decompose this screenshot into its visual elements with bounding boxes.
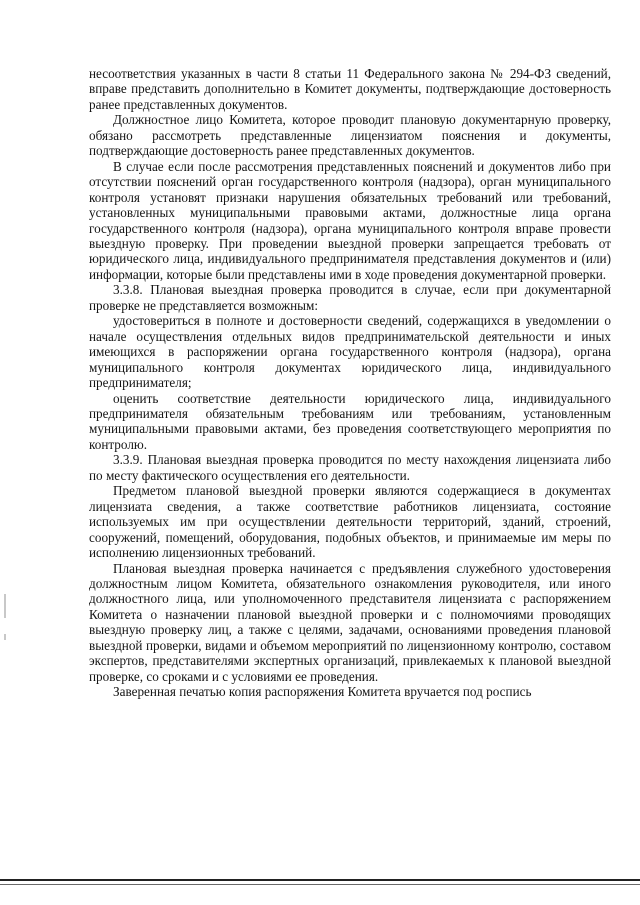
paragraph-violation-signs: В случае если после рассмотрения представленных пояснений и документов либо при отсутствии пояснений орган государственного контроля (надзора), орган муниципального контроля установят признаки нарушения обязательных требований или требований, установленных муниципальными правовыми актами, должностные лица органа государственного контроля (надзора), органа муниципального контроля вправе провести выездную проверку. При проведении выездной проверки запрещается требовать от юридического лица, индивидуального предпринимателя представления документов и (или) информации, которые были представлены ими в ходе проведения документарной проверки. <box>89 158 611 282</box>
scan-margin-mark <box>4 594 6 618</box>
scan-margin-mark <box>4 634 6 640</box>
paragraph-3-3-8: 3.3.8. Плановая выездная проверка проводится в случае, если при документарной проверке не представляется возможным: <box>89 282 611 313</box>
paragraph-continuation: несоответствия указанных в части 8 статьи 11 Федерального закона № 294-ФЗ сведений, вправе представить дополнительно в Комитет документы, подтверждающие достоверность ранее представленных документов. <box>89 66 611 112</box>
paragraph-certified-copy: Заверенная печатью копия распоряжения Комитета вручается под роспись <box>113 684 532 700</box>
scan-bottom-edge-shadow <box>0 884 640 885</box>
paragraph-verify-completeness: удостовериться в полноте и достоверности сведений, содержащихся в уведомлении о начале осуществления отдельных видов предпринимательской деятельности и иных имеющихся в распоряжении органа государственного контроля (надзора), органа муниципального контроля документах юридического лица, индивидуального предпринимателя; <box>89 313 611 391</box>
paragraph-assess-compliance: оценить соответствие деятельности юридического лица, индивидуального предпринимателя обязательным требованиям или требованиям, установленным муниципальными правовыми актами, без проведения соответствующего мероприятия по контролю. <box>89 390 611 452</box>
document-body <box>89 66 611 700</box>
paragraph-3-3-9: 3.3.9. Плановая выездная проверка проводится по месту нахождения лицензиата либо по месту фактического осуществления его деятельности. <box>89 452 611 483</box>
paragraph-inspection-subject: Предметом плановой выездной проверки являются содержащиеся в документах лицензиата сведения, а также соответствие работников лицензиата, состояние используемых им при осуществлении деятельности территорий, зданий, строений, сооружений, помещений, оборудования, подобных объектов, и принимаемые им меры по исполнению лицензионных требований. <box>89 483 611 561</box>
paragraph-official-review: Должностное лицо Комитета, которое проводит плановую документарную проверку, обязано рассмотреть представленные лицензиатом пояснения и документы, подтверждающие достоверность ранее представленных документов. <box>89 112 611 159</box>
paragraph-inspection-start: Плановая выездная проверка начинается с предъявления служебного удостоверения должностным лицом Комитета, обязательного ознакомления руководителя, или иного должностного лица, или уполномоченного представителя лицензиата с распоряжением Комитета о назначении плановой выездной проверки и с полномочиями проводящих выездную проверку лиц, а также с целями, задачами, основаниями проведения плановой выездной проверки, видами и объемом мероприятий по лицензионному контролю, составом экспертов, представителями экспертных организаций, привлекаемых к плановой выездной проверке, со сроками и с условиями ее проведения. <box>89 560 611 684</box>
scan-bottom-edge <box>0 879 640 881</box>
